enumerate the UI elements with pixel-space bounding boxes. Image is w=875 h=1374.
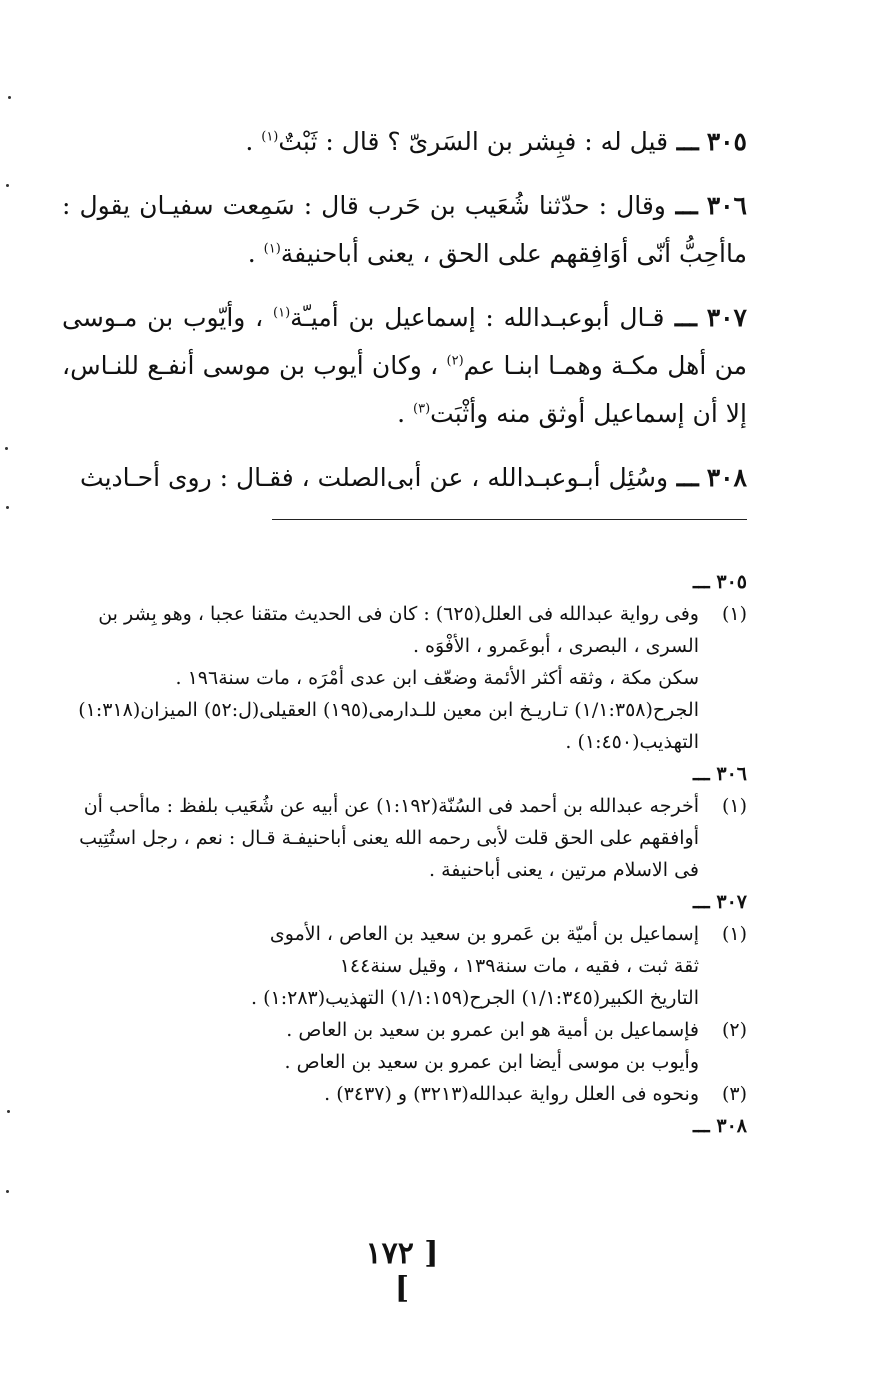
footnote-number: (٣) bbox=[721, 1083, 747, 1105]
period: . bbox=[245, 127, 254, 156]
footnote-307-2 bbox=[62, 1014, 747, 1078]
entry-text: قيل له : فبِشر بن السَرىّ ؟ قال : ثَبْتٌ bbox=[278, 127, 669, 156]
scan-speck bbox=[7, 1110, 10, 1113]
entry-number: ٣٠٦ bbox=[706, 191, 747, 220]
footnote-number: (١) bbox=[721, 923, 747, 945]
footnote-number: (١) bbox=[721, 795, 747, 817]
scan-speck bbox=[8, 96, 11, 99]
footnote-ref[interactable]: (١) bbox=[263, 241, 281, 257]
entry-number: ٣٠٧ bbox=[706, 303, 747, 332]
footnote-line: وفى رواية عبدالله فى العلل(٦٢٥) : كان فى الحديث متقنا عجبا ، وهو بِشر بن السرى ، البصرى ، أبوعَمرو ، الأفْوَه . bbox=[98, 603, 699, 657]
footnote-number: (١) bbox=[721, 603, 747, 625]
footnotes bbox=[62, 566, 747, 1142]
footnote-307-1 bbox=[62, 918, 747, 1014]
footnote-line: سكن مكة ، وثقه أكثر الأئمة وضعّف ابن عدى أمْرَه ، مات سنة١٩٦ . bbox=[175, 667, 699, 689]
footnote-line: أخرجه عبدالله بن أحمد فى السُنّة(١:١٩٢) عن أبيه عن شُعَيب بلفظ : ماأحب أن أوافقهم على الحق قلت لأبى رحمه الله يعنى أباحنيفـة قـال : نعم ، رجل استُتِيب فى الاسلام مرتين ، يعنى أباحنيفة . bbox=[79, 795, 699, 881]
footnote-line: ونحوه فى العلل رواية عبدالله(٣٢١٣) و (٣٤٣٧) . bbox=[324, 1083, 699, 1105]
footnote-line: التاريخ الكبير(١/١:٣٤٥) الجرح(١/١:١٥٩) التهذيب(١:٢٨٣) . bbox=[251, 987, 699, 1009]
footnote-line: إسماعيل بن أميّة بن عَمرو بن سعيد بن العاص ، الأموى bbox=[269, 923, 699, 945]
scan-speck bbox=[5, 447, 8, 450]
entry-dash: ـــ bbox=[664, 303, 697, 332]
scan-speck bbox=[6, 1190, 9, 1193]
period: . bbox=[247, 239, 256, 268]
footnote-ref[interactable]: (٢) bbox=[446, 353, 464, 369]
footnote-section-308: ٣٠٨ ـــ bbox=[693, 1115, 747, 1137]
entry-text: ، وكان أيوب بن موسى أنفـع للنـاس، إلا أن إسماعيل أوثق منه وأثْبَت bbox=[62, 351, 747, 428]
entry-dash: ـــ bbox=[668, 127, 699, 156]
scan-speck bbox=[6, 184, 9, 187]
page-number: [ ١٧٢ ] bbox=[365, 1236, 439, 1306]
entry-dash: ـــ bbox=[668, 463, 699, 492]
footnote-section-307: ٣٠٧ ـــ bbox=[693, 891, 747, 913]
entry-text: ، وأيّوب بن مـوسى من أهل مكـة وهمـا ابنـا عم bbox=[62, 303, 747, 380]
entry-number: ٣٠٥ bbox=[706, 127, 747, 156]
entry-text: قـال أبوعبـدالله : إسماعيل بن أميـّة bbox=[290, 303, 665, 332]
footnote-line: ثقة ثبت ، فقيه ، مات سنة١٣٩ ، وقيل سنة١٤٤ bbox=[339, 955, 699, 977]
footnote-separator bbox=[272, 519, 747, 520]
scan-speck bbox=[6, 506, 9, 509]
entry-dash: ـــ bbox=[665, 191, 698, 220]
footnote-line: فإسماعيل بن أمية هو ابن عمرو بن سعيد بن العاص . bbox=[286, 1019, 699, 1041]
entry-number: ٣٠٨ bbox=[706, 463, 747, 492]
footnote-number: (٢) bbox=[721, 1019, 747, 1041]
footnote-ref[interactable]: (٣) bbox=[413, 401, 431, 417]
entry-text: وقال : حدّثنا شُعَيب بن حَرب قال : سَمِعت سفيـان يقول : ماأحِبُّ أنّى أوَافِقهم على الحق ، يعنى أباحنيفة bbox=[62, 191, 747, 268]
paragraph-308 bbox=[62, 454, 747, 502]
paragraph-305 bbox=[62, 118, 747, 166]
paragraph-307 bbox=[62, 294, 747, 438]
entry-text: وسُئِل أبـوعبـدالله ، عن أبى‌الصلت ، فقـال : روى أحـاديث bbox=[80, 463, 669, 492]
footnote-line: وأيوب بن موسى أيضا ابن عمرو بن سعيد بن العاص . bbox=[284, 1051, 699, 1073]
paragraph-306 bbox=[62, 182, 747, 278]
footnote-section-305: ٣٠٥ ـــ bbox=[693, 571, 747, 593]
period: . bbox=[397, 399, 406, 428]
footnote-306-1 bbox=[62, 790, 747, 886]
footnote-ref[interactable]: (١) bbox=[273, 305, 291, 321]
main-text bbox=[62, 118, 747, 518]
footnote-305-1 bbox=[62, 598, 747, 758]
footnote-ref[interactable]: (١) bbox=[261, 129, 279, 145]
footnote-section-306: ٣٠٦ ـــ bbox=[693, 763, 747, 785]
footnote-line: الجرح(١/١:٣٥٨) تـاريـخ ابن معين للـدارمى(١٩٥) العقيلى(ل:٥٢) الميزان(١:٣١٨) التهذيب(١:٤٥٠) . bbox=[78, 699, 699, 753]
footnote-307-3 bbox=[62, 1078, 747, 1110]
